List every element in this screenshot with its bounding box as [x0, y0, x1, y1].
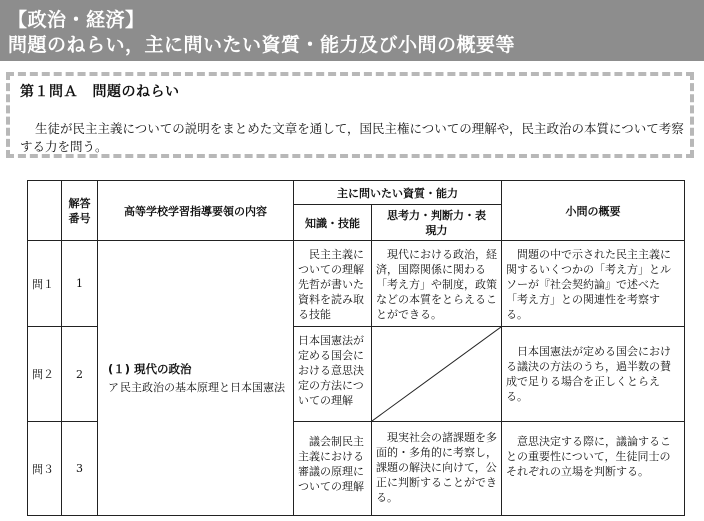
- aim-title: 第１問Ａ 問題のねらい: [20, 84, 180, 100]
- content-title: (１) 現代の政治: [108, 362, 192, 376]
- knowledge-cell: 日本国憲法が定める国会における意思決定の方法についての理解: [294, 327, 372, 422]
- overview-table: [27, 180, 685, 516]
- row-number: 3: [62, 422, 98, 516]
- knowledge-cell: 議会制民主主義における審議の原理についての理解: [294, 422, 372, 516]
- subject-title: 【政治・経済】: [8, 9, 145, 31]
- diagonal-slash: [372, 327, 501, 421]
- header-answer-number: 解答番号: [62, 181, 98, 241]
- table-row: [28, 241, 685, 327]
- aim-body: 生徒が民主主義についての説明をまとめた文章を通して，国民主権についての理解や，民主政治の本質について考察する力を問う。: [20, 121, 684, 154]
- banner-heading: 問題のねらい，主に問いたい資質・能力及び小問の概要等: [8, 34, 516, 56]
- header-guideline: 高等学校学習指導要領の内容: [98, 181, 294, 241]
- guideline-content: [98, 241, 294, 516]
- content-sub-mark: ア: [108, 381, 119, 394]
- thinking-cell: 現実社会の諸課題を多面的・多角的に考察し，課題の解決に向けて，公正に判断することができる。: [372, 422, 502, 516]
- row-number: 1: [62, 241, 98, 327]
- summary-cell: 問題の中で示された民主主義に関するいくつかの「考え方」とルソーが『社会契約論』で述べた「考え方」との関連性を考察する。: [502, 241, 685, 327]
- thinking-cell: 現代における政治，経済，国際関係に関わる「考え方」や制度，政策などの本質をとらえることができる。: [372, 241, 502, 327]
- header-thinking: 思考力・判断力・表現力: [372, 205, 502, 241]
- row-label: 問３: [28, 422, 62, 516]
- knowledge-cell: 民主主義についての理解先哲が書いた資料を読み取る技能: [294, 241, 372, 327]
- row-number: 2: [62, 327, 98, 422]
- header-blank: [28, 181, 62, 241]
- content-sub-text: 民主政治の基本原理と日本国憲法: [120, 381, 285, 394]
- row-label: 問１: [28, 241, 62, 327]
- section-banner: [0, 0, 704, 61]
- header-knowledge: 知識・技能: [294, 205, 372, 241]
- row-label: 問２: [28, 327, 62, 422]
- aim-box: [6, 72, 694, 158]
- summary-cell: 日本国憲法が定める国会における議決の方法のうち，過半数の賛成で足りる場合を正しくとらえる。: [502, 327, 685, 422]
- summary-cell: 意思決定する際に，議論することの重要性について，生徒同士のそれぞれの立場を判断する。: [502, 422, 685, 516]
- header-summary: 小問の概要: [502, 181, 685, 241]
- header-abilities: 主に問いたい資質・能力: [294, 181, 502, 205]
- thinking-cell-empty: [372, 327, 502, 422]
